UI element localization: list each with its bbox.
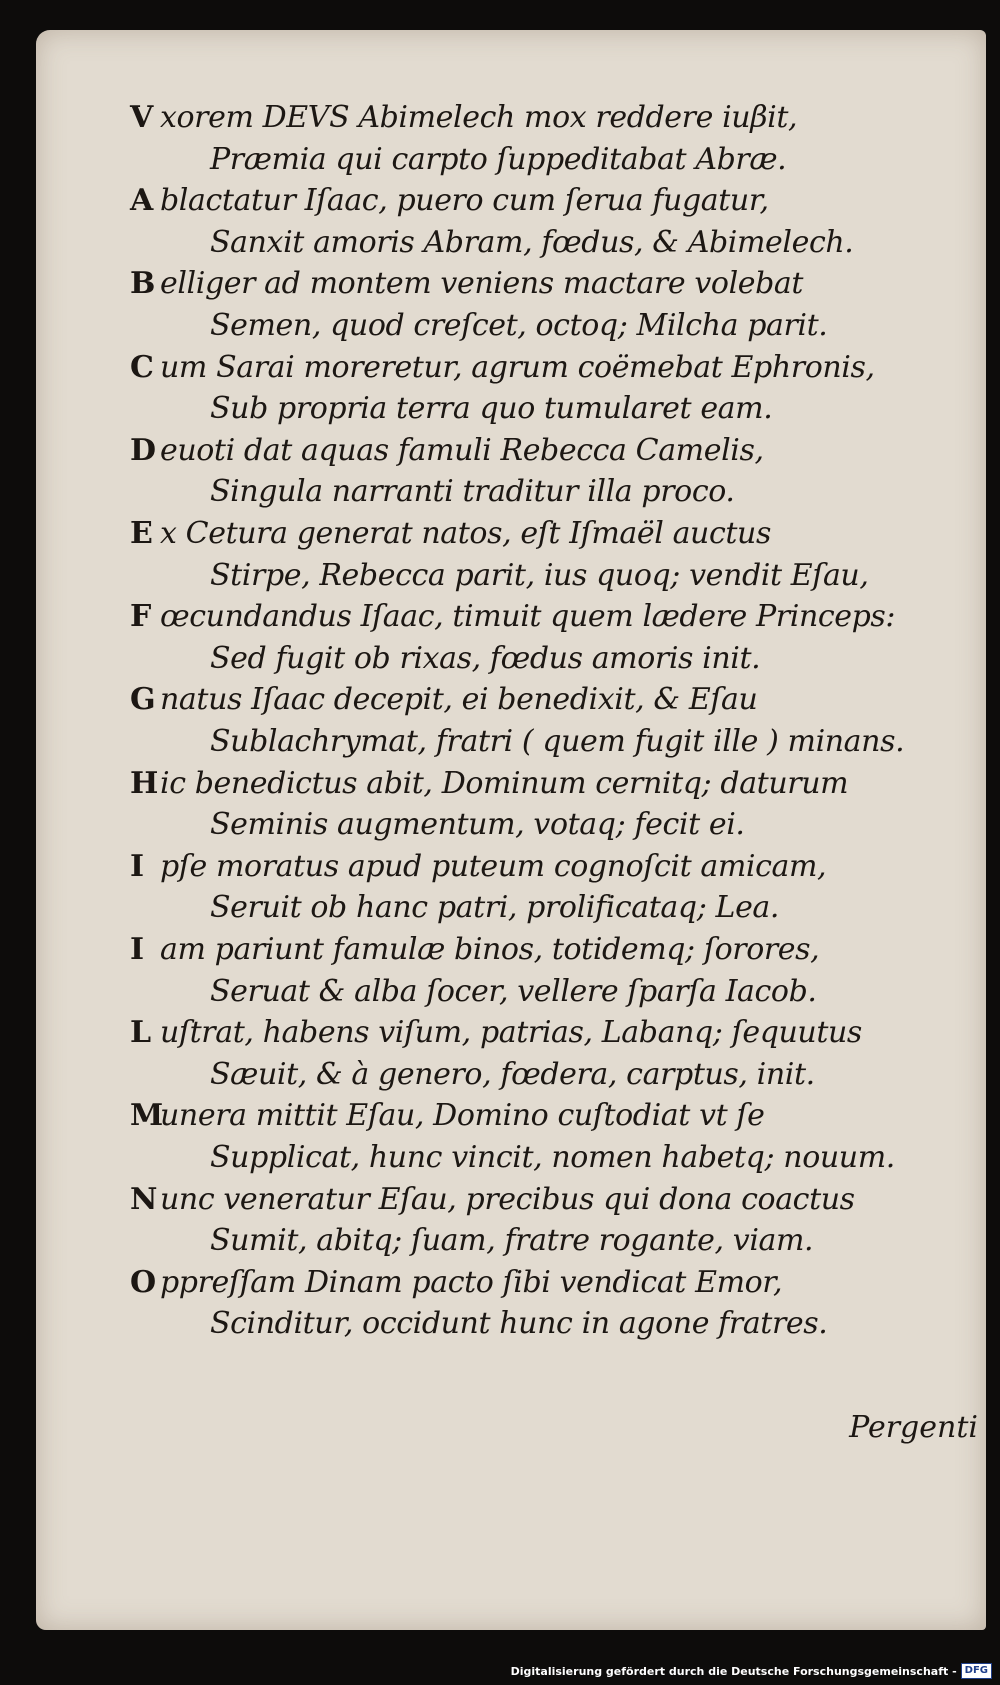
verse-line xyxy=(210,474,735,510)
verse-initial: C xyxy=(130,349,154,385)
verse-line xyxy=(130,350,875,386)
verse-initial: N xyxy=(130,1181,158,1217)
verse-line xyxy=(130,849,826,885)
verse-text: Scinditur, occidunt hunc in agone fratres. xyxy=(210,1306,828,1342)
verse-text: euoti dat aquas famuli Rebecca Camelis, xyxy=(160,432,764,468)
verse-line xyxy=(130,1265,782,1301)
verse-text: Sublachrymat, fratri ( quem fugit ille ) minans. xyxy=(210,724,905,759)
verse-line xyxy=(130,100,797,136)
verse-line xyxy=(130,1015,862,1051)
verse-text: natus Iſaac decepit, ei benedixit, & Eſau xyxy=(160,682,758,718)
verse-line xyxy=(210,641,760,677)
verse-line xyxy=(130,266,803,302)
verse-line xyxy=(210,308,827,344)
verse-text: pſe moratus apud puteum cognoſcit amicam, xyxy=(160,848,827,884)
verse-text: Seminis augmentum, votaq; fecit ei. xyxy=(210,807,745,843)
verse-initial: O xyxy=(130,1264,156,1300)
verse-line xyxy=(210,974,817,1010)
verse-line xyxy=(130,1098,764,1134)
verse-line xyxy=(210,391,772,427)
digitization-footer xyxy=(511,1661,992,1681)
verse-line xyxy=(210,807,745,843)
verse-line xyxy=(210,1306,827,1342)
dfg-logo-icon: DFG xyxy=(961,1663,992,1679)
verse-line xyxy=(210,1140,895,1176)
verse-initial: I xyxy=(130,848,144,884)
footer-text: Digitalisierung gefördert durch die Deutsche Forschungsgemeinschaft - xyxy=(510,1664,957,1678)
verse-initial: D xyxy=(130,432,156,468)
verse-text: Sed fugit ob rixas, fœdus amoris init. xyxy=(210,640,761,676)
verse-text: elliger ad montem veniens mactare volebat xyxy=(160,266,804,302)
verse-initial: I xyxy=(130,932,144,967)
verse-text: Sub propria terra quo tumularet eam. xyxy=(210,391,773,427)
verse-text: Seruat & alba ſocer, vellere ſparſa Iacob. xyxy=(210,973,817,1009)
verse-text: x Cetura generat natos, eſt Iſmaël auctus xyxy=(160,516,771,551)
verse-list xyxy=(36,30,986,1630)
verse-initial: F xyxy=(130,599,151,635)
verse-text: Seruit ob hanc patri, prolificataq; Lea. xyxy=(210,890,780,926)
verse-text: Semen, quod creſcet, octoq; Milcha parit. xyxy=(210,308,828,343)
verse-initial: M xyxy=(130,1098,163,1134)
verse-line xyxy=(210,890,779,926)
verse-line xyxy=(130,1182,855,1218)
verse-initial: L xyxy=(130,1015,151,1051)
verse-text: ppreſſam Dinam pacto ſibi vendicat Emor, xyxy=(160,1264,783,1300)
verse-line xyxy=(130,766,848,802)
verse-line xyxy=(130,183,769,219)
verse-line xyxy=(130,599,895,635)
verse-text: Stirpe, Rebecca parit, ius quoq; vendit Eſau, xyxy=(210,557,869,593)
verse-text: am pariunt famulæ binos, totidemq; ſorores, xyxy=(160,932,820,967)
verse-initial: B xyxy=(130,266,155,302)
verse-initial: H xyxy=(130,765,158,801)
verse-text: unc veneratur Eſau, precibus qui dona coactus xyxy=(160,1181,855,1217)
verse-line xyxy=(210,724,904,760)
verse-initial: V xyxy=(130,100,153,135)
verse-text: um Sarai moreretur, agrum coëmebat Ephronis, xyxy=(160,349,875,385)
catchword: Pergenti xyxy=(849,1410,978,1445)
verse-text: unera mittit Eſau, Domino cuſtodiat vt ſe xyxy=(160,1098,765,1134)
verse-text: œcundandus Iſaac, timuit quem lædere Princeps: xyxy=(160,599,896,635)
verse-initial: E xyxy=(130,516,153,551)
verse-text: Singula narranti traditur illa proco. xyxy=(210,474,735,510)
verse-line xyxy=(210,225,853,261)
verse-text: Sæuit, & à genero, fœdera, carptus, init. xyxy=(210,1056,815,1092)
verse-text: blactatur Iſaac, puero cum ſerua fugatur, xyxy=(160,183,769,219)
verse-line xyxy=(130,433,764,469)
verse-text: Sanxit amoris Abram, fœdus, & Abimelech. xyxy=(210,224,854,260)
verse-line xyxy=(130,516,771,552)
book-page xyxy=(36,30,986,1630)
verse-text: ic benedictus abit, Dominum cernitq; daturum xyxy=(160,765,849,801)
verse-line xyxy=(210,1223,813,1259)
verse-initial: A xyxy=(130,183,153,219)
verse-text: Supplicat, hunc vincit, nomen habetq; nouum. xyxy=(210,1140,895,1175)
verse-line xyxy=(130,932,819,968)
verse-text: xorem DEVS Abimelech mox reddere iuβit, xyxy=(160,100,798,135)
verse-line xyxy=(210,1057,815,1093)
verse-line xyxy=(210,558,869,594)
verse-line xyxy=(130,682,757,718)
verse-text: Sumit, abitq; ſuam, fratre rogante, viam. xyxy=(210,1223,814,1259)
verse-text: Præmia qui carpto ſuppeditabat Abræ. xyxy=(210,141,787,177)
verse-text: uſtrat, habens viſum, patrias, Labanq; ſequutus xyxy=(160,1015,862,1051)
verse-line xyxy=(210,142,786,178)
verse-initial: G xyxy=(130,682,156,718)
